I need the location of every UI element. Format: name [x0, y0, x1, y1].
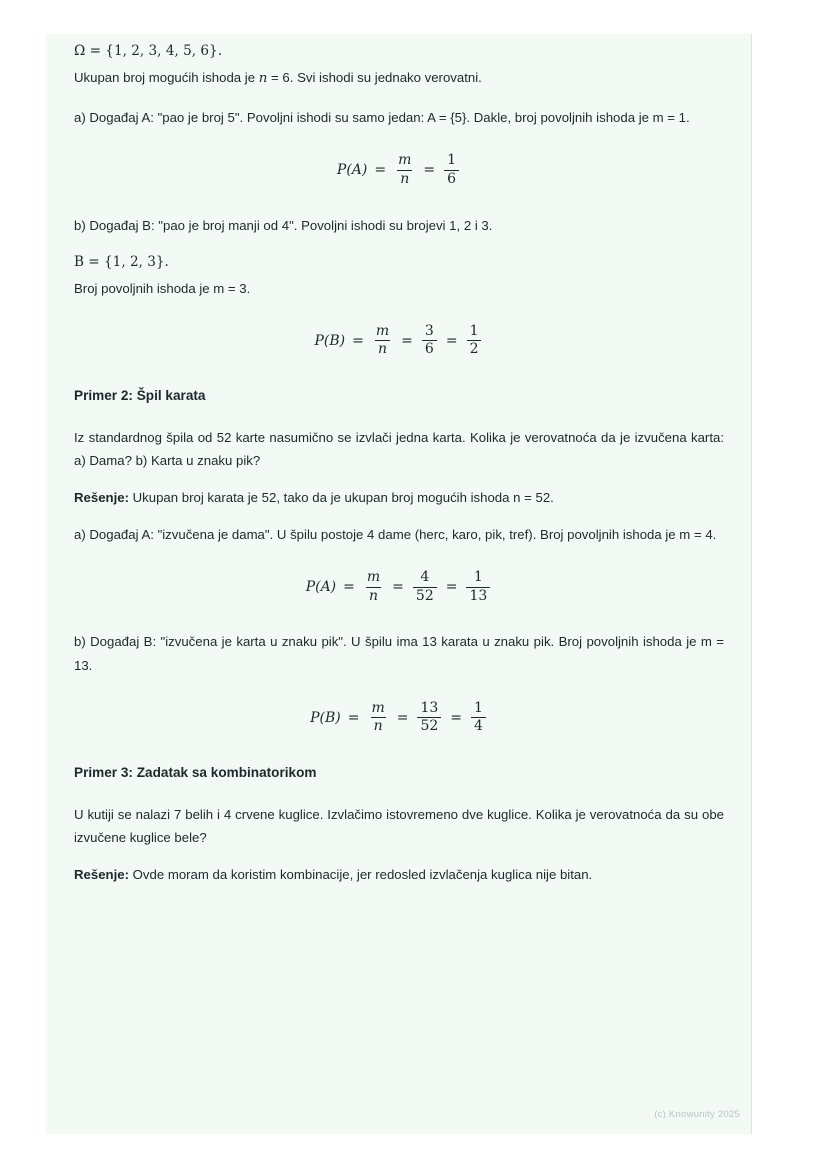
fraction-numerator: 1 — [474, 699, 483, 716]
fraction-m-over-n — [371, 324, 394, 358]
page-right-margin — [751, 34, 782, 1134]
omega-set-line: Ω = {1, 2, 3, 4, 5, 6}. — [74, 43, 223, 59]
primer-2-task: Iz standardnog špila od 52 karte nasumično se izvlači jedna karta. Kolika je verovatnoća da je izvučena karta: a) Dama? b) Karta u znaku pik? — [74, 429, 724, 468]
fraction-numerator: m — [366, 569, 381, 586]
primer-2-solution — [74, 486, 724, 509]
fraction-numerator: m — [371, 699, 385, 716]
equals-sign-2: = — [401, 332, 413, 349]
fraction-denominator: 13 — [466, 587, 490, 605]
fraction-m-over-n — [362, 570, 385, 604]
fraction-3-over-6 — [420, 324, 439, 358]
fraction-numerator: 3 — [424, 322, 434, 339]
equals-sign-2: = — [423, 162, 436, 179]
solution-label: Rešenje: — [74, 489, 129, 505]
equation-label: P(A) — [305, 579, 337, 596]
fraction-denominator: 6 — [444, 170, 459, 188]
fraction-numerator: m — [375, 322, 390, 339]
primer-2-event-b: b) Događaj B: "izvučena je karta u znaku pik". U špilu ima 13 karata u znaku pik. Broj povoljnih ishoda je m = 13. — [74, 634, 724, 673]
set-b-line: B = {1, 2, 3}. — [74, 253, 169, 270]
total-outcomes-text-rest: = 6. Svi ishodi su jednako verovatni. — [267, 69, 482, 85]
equation-pb-dice — [74, 324, 724, 358]
solution-text: Ukupan broj karata je 52, tako da je ukupan broj mogućih ishoda n = 52. — [128, 489, 554, 505]
equals-sign-3: = — [450, 709, 463, 726]
equation-label: P(B) — [310, 709, 341, 726]
fraction-denominator: 6 — [422, 340, 437, 358]
fraction-numerator: 4 — [420, 569, 430, 586]
fraction-numerator: 1 — [473, 569, 483, 586]
n-symbol: n — [258, 70, 268, 86]
fraction-m-over-n — [393, 153, 416, 187]
primer-2-event-a: a) Događaj A: "izvučena je dama". U špilu postoje 4 dame (herc, karo, pik, tref). Broj povoljnih ishoda je m = 4. — [74, 527, 717, 543]
equation-label: P(A) — [336, 162, 368, 179]
fraction-1-over-13 — [464, 570, 492, 604]
fraction-1-over-4 — [469, 701, 488, 735]
equation-pa-dice-expr — [337, 153, 461, 187]
fraction-1-over-6 — [442, 153, 461, 187]
equation-pb-cards — [74, 701, 724, 735]
solution-label: Rešenje: — [74, 866, 129, 882]
document-body — [74, 34, 724, 886]
equation-pb-dice-expr — [315, 324, 484, 358]
fraction-denominator: 4 — [471, 717, 486, 735]
fraction-13-over-52 — [415, 701, 443, 735]
event-b-paragraph: b) Događaj B: "pao je broj manji od 4". Povoljni ishodi su brojevi 1, 2 i 3. — [74, 217, 493, 233]
watermark-text: (c) Knowunity 2025 — [654, 1109, 740, 1120]
primer-3-solution — [74, 863, 724, 886]
fraction-4-over-52 — [411, 570, 439, 604]
heading-primer-3: Primer 3: Zadatak sa kombinatorikom — [74, 765, 317, 781]
fraction-denominator: n — [375, 340, 390, 358]
equals-sign: = — [352, 332, 364, 349]
event-a-paragraph: a) Događaj A: "pao je broj 5". Povoljni ishodi su samo jedan: A = {5}. Dakle, broj povoljnih ishoda je m = 1. — [74, 110, 690, 126]
equals-sign-3: = — [445, 332, 458, 349]
document-page — [46, 34, 782, 1134]
equals-sign: = — [343, 579, 355, 596]
equation-pa-dice — [74, 153, 724, 187]
equals-sign-2: = — [392, 579, 404, 596]
equation-pa-cards — [74, 570, 724, 604]
solution-text: Ovde moram da koristim kombinacije, jer redosled izvlačenja kuglica nije bitan. — [128, 866, 593, 882]
fraction-denominator: n — [366, 587, 381, 605]
fraction-1-over-2 — [465, 324, 484, 358]
fraction-denominator: n — [371, 717, 386, 735]
favorable-b-paragraph: Broj povoljnih ishoda je m = 3. — [74, 280, 251, 296]
fraction-denominator: 2 — [467, 340, 482, 358]
equals-sign: = — [347, 709, 360, 726]
fraction-numerator: m — [398, 152, 412, 169]
page-content-area — [46, 34, 752, 1134]
fraction-denominator: 52 — [413, 587, 437, 605]
primer-3-task: U kutiji se nalazi 7 belih i 4 crvene kuglice. Izvlačimo istovremeno dve kuglice. Kolika je verovatnoća da su obe izvučene kuglice bele? — [74, 806, 724, 845]
total-outcomes-paragraph — [74, 66, 724, 90]
fraction-denominator: 52 — [417, 717, 441, 735]
total-outcomes-text: Ukupan broj mogućih ishoda je — [74, 69, 259, 85]
heading-primer-2: Primer 2: Špil karata — [74, 387, 206, 403]
equation-pa-cards-expr — [306, 570, 493, 604]
equals-sign-3: = — [445, 579, 458, 596]
equals-sign-2: = — [396, 709, 409, 726]
equation-label: P(B) — [314, 332, 346, 349]
equals-sign: = — [374, 162, 387, 179]
fraction-numerator: 1 — [469, 322, 479, 339]
fraction-m-over-n — [366, 701, 389, 735]
fraction-denominator: n — [397, 170, 412, 188]
fraction-numerator: 13 — [420, 699, 439, 716]
equation-pb-cards-expr — [310, 701, 488, 735]
fraction-numerator: 1 — [447, 152, 457, 169]
